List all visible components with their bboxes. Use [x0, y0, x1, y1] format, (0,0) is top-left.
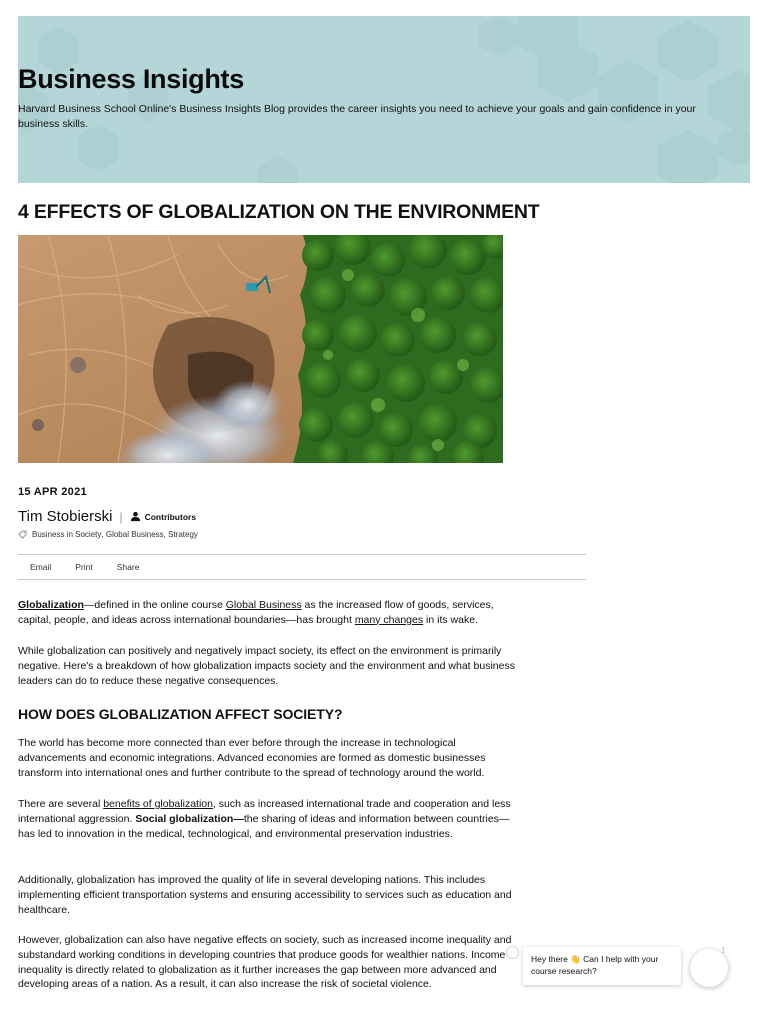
separator: | — [119, 509, 123, 524]
tag-global-business[interactable]: Global Business — [105, 530, 164, 539]
tag-icon — [18, 530, 27, 539]
paragraph-4: There are several benefits of globalization, such as increased international trade and cooperation and less international aggression. Social globalization—the sharing of ideas and information between countries—has led to innovation in the medical, technological, and environmental preservation industries. — [18, 798, 511, 840]
author-name[interactable]: Tim Stobierski — [18, 508, 113, 525]
tag-separator: , — [163, 530, 166, 539]
share-button[interactable]: Share — [116, 562, 140, 572]
paragraph-3: The world has become more connected than ever before through the increase in technological advancements and economic integrations. Advanced economies are formed as domestic businesses transform into international ones and further contribute to the spread of technology around the world. — [18, 737, 486, 779]
hexagon-pattern — [18, 16, 750, 183]
section-heading: HOW DOES GLOBALIZATION AFFECT SOCIETY? — [18, 706, 343, 722]
paragraph-intro: Globalization—defined in the online course Global Business as the increased flow of goods, services, capital, people, and ideas across international boundaries—has brought many changes in its wake. — [18, 599, 494, 626]
share-bar — [18, 554, 586, 580]
chat-notification-badge: 1 — [721, 946, 726, 955]
author-row — [18, 508, 196, 525]
globalization-link[interactable]: Globalization — [18, 599, 84, 611]
benefits-of-globalization-link[interactable]: benefits of globalization — [103, 798, 213, 810]
many-changes-link[interactable]: many changes — [354, 613, 424, 626]
tags-row — [18, 530, 198, 539]
article-title: 4 EFFECTS OF GLOBALIZATION ON THE ENVIRONMENT — [18, 201, 540, 223]
paragraph-6: However, globalization can also have negative effects on society, such as increased income inequality and substandard working conditions in developing countries that produce goods for wealthier nations. Income inequality is directly related to globalization as it further increases the gap between more advanced and developing areas of a nation. As a result, it can also increase the risk of societal violence. — [18, 934, 512, 991]
blog-description: Harvard Business School Online's Business Insights Blog provides the career insights you need to achieve your goals and gain confidence in your business skills. — [18, 103, 696, 130]
print-button[interactable]: Print — [75, 562, 93, 572]
publish-date: 15 APR 2021 — [18, 486, 87, 498]
email-button[interactable]: Email — [30, 562, 52, 572]
article-hero-image — [18, 235, 503, 463]
tag-business-in-society[interactable]: Business in Society — [32, 530, 102, 539]
blog-hero-banner — [18, 16, 750, 183]
tag-strategy[interactable]: Strategy — [168, 530, 198, 539]
contributors-link[interactable]: Contributors — [144, 511, 197, 522]
chat-prompt-bubble[interactable]: Hey there 👋 Can I help with your course research? — [523, 947, 681, 985]
paragraph-2: While globalization can positively and negatively impact society, its effect on the environment is primarily negative. Here's a breakdown of how globalization impacts society and the environment and what business leaders can do to reduce these negative consequences. — [18, 645, 515, 687]
paragraph-5: Additionally, globalization has improved the quality of life in several developing nations. This includes implementing efficient transportation systems and ensuring accessibility to services such as education and healthcare. — [18, 874, 512, 916]
person-icon — [130, 511, 141, 522]
global-business-link[interactable]: Global Business — [225, 599, 302, 611]
tag-separator: , — [101, 530, 104, 539]
chat-close-dot[interactable] — [506, 946, 519, 959]
blog-title[interactable]: Business Insights — [18, 64, 244, 94]
